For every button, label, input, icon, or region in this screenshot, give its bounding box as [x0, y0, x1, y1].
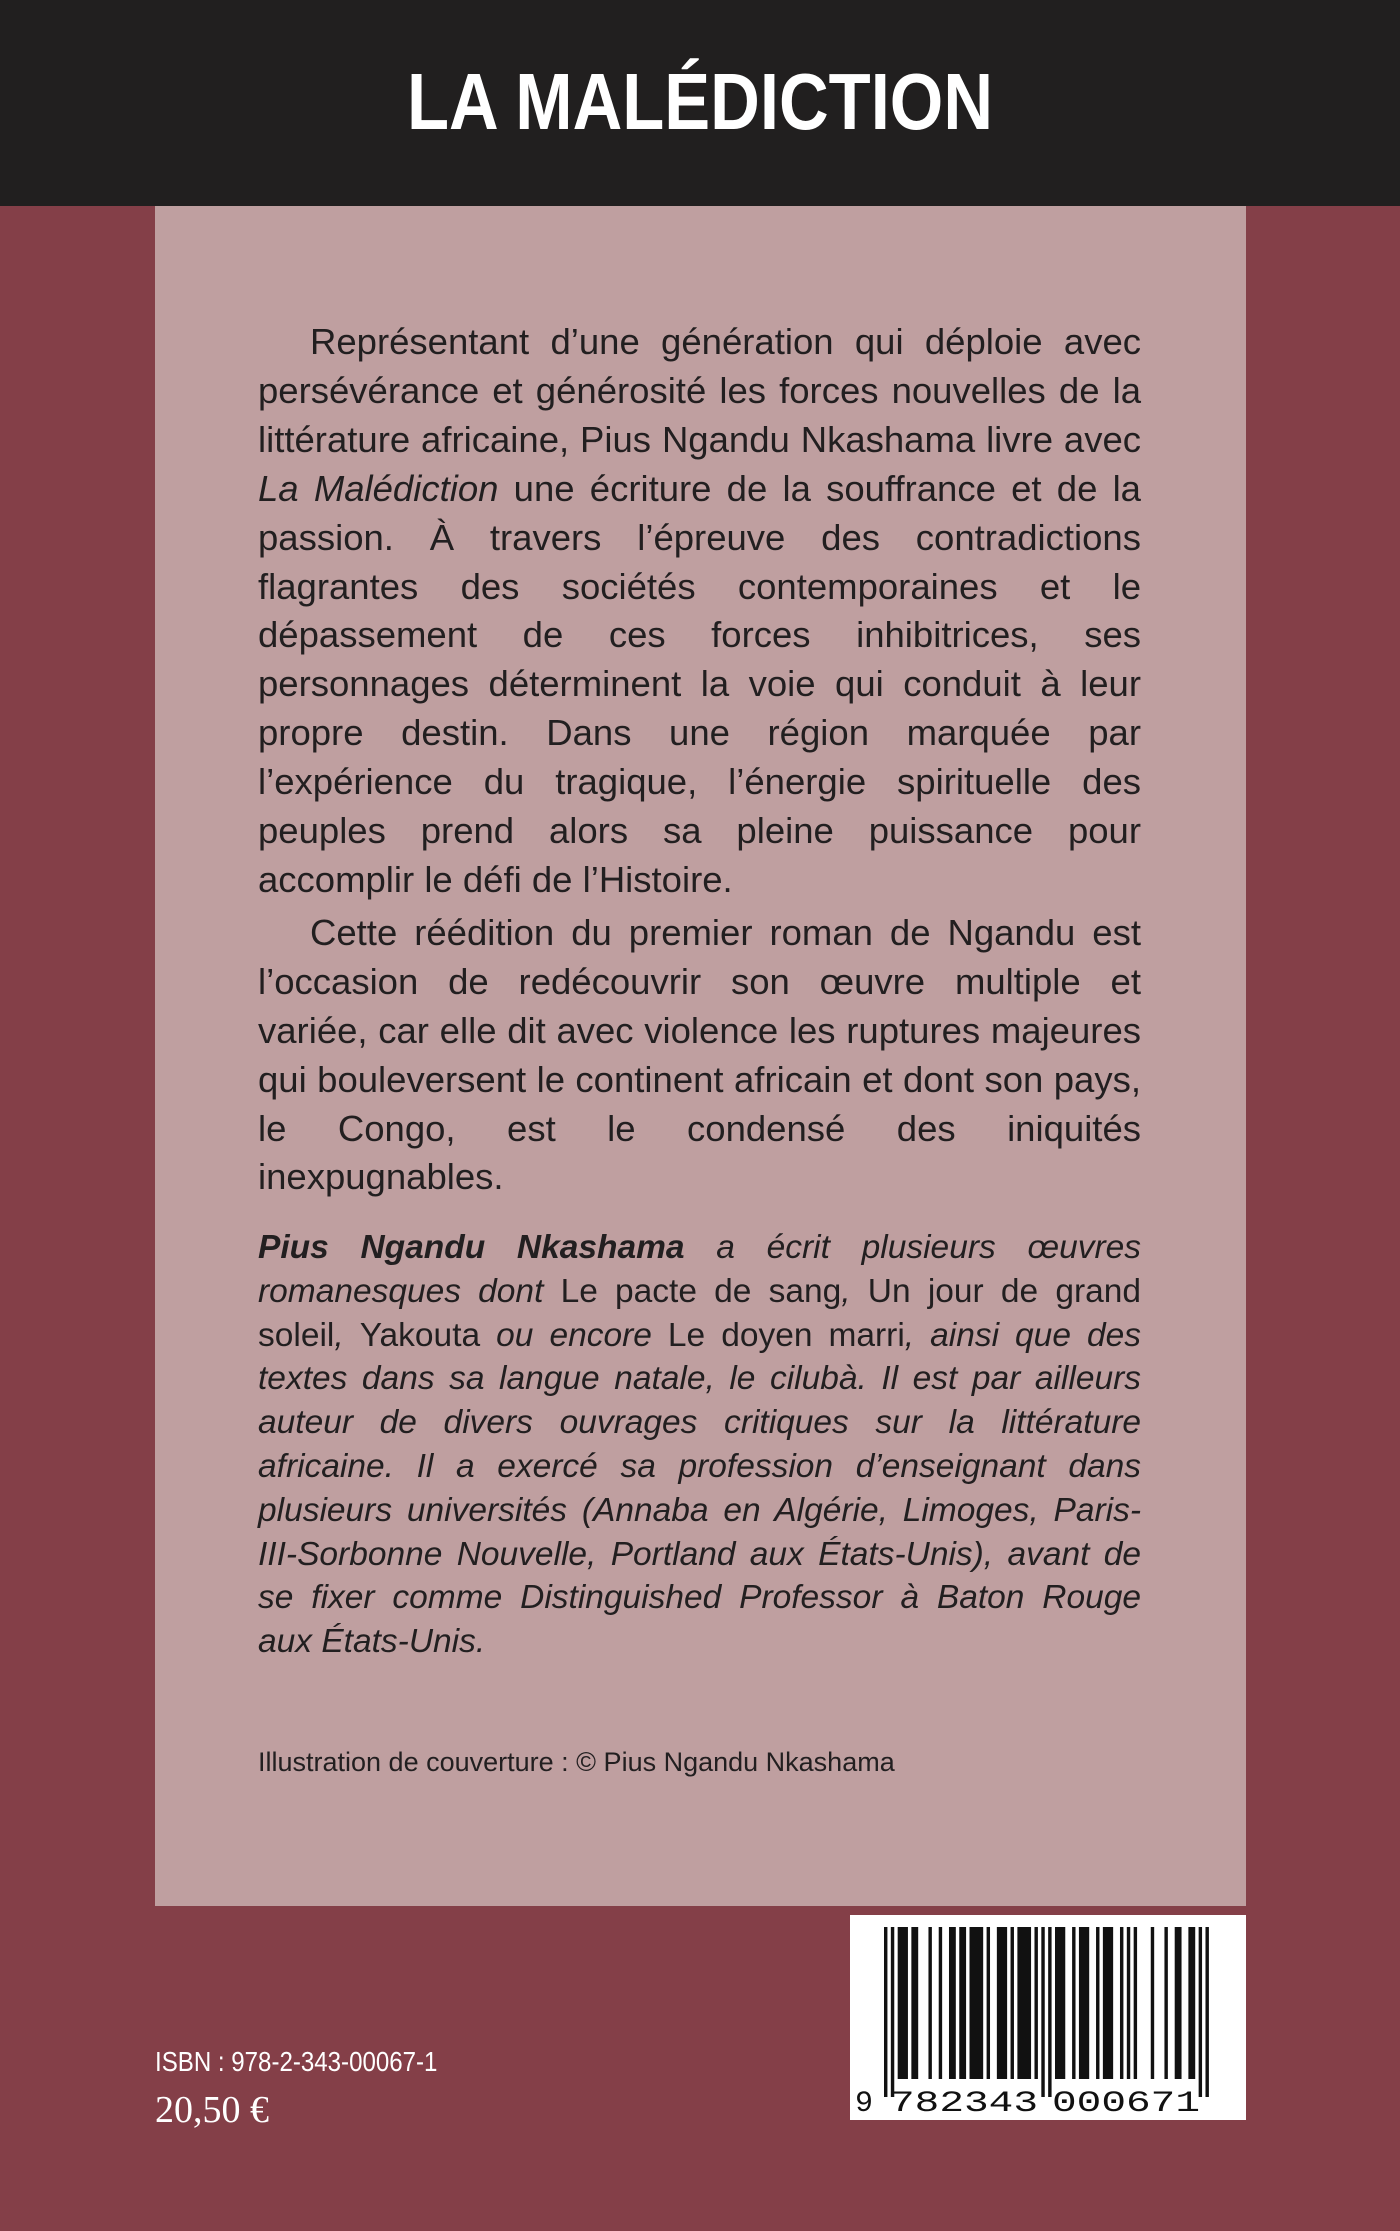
barcode-right-digits: 000671 — [1052, 2087, 1200, 2120]
bio-text-5: , ainsi que des textes dans sa langue natale, le cilubà. Il est par ailleurs auteur de divers ouvrages critiques sur la littérature africaine. Il a exercé sa profession d’enseignant dans plusieurs universités (Annaba en Algérie, Limoges, Paris-III-Sorbonne Nouvelle, Portland aux États-Unis), avant de se fixer comme Distinguished Professor à Baton Rouge aux États-Unis. — [258, 1316, 1141, 1661]
bio-book-3: Yakouta — [359, 1316, 481, 1354]
barcode-guard-bar — [1048, 1927, 1051, 2097]
barcode-bar — [939, 1927, 942, 2079]
barcode-bar — [987, 1927, 990, 2079]
barcode-bar — [949, 1927, 956, 2079]
barcode-bar — [1188, 1927, 1195, 2079]
barcode-guard-bar — [884, 1927, 887, 2097]
bio-text-4: ou encore — [480, 1316, 668, 1354]
barcode-guard-bar — [891, 1927, 894, 2097]
barcode-bar — [1127, 1927, 1130, 2079]
barcode-first-digit: 9 — [854, 2087, 874, 2120]
barcode-bar — [1034, 1927, 1037, 2079]
barcode-bar — [1055, 1927, 1065, 2079]
barcode-bar — [1017, 1927, 1031, 2079]
bio-text-2: , — [841, 1272, 868, 1310]
barcode-guard-bar — [1205, 1927, 1208, 2097]
bio-book-1: Le pacte de sang — [560, 1272, 842, 1310]
barcode-bar — [970, 1927, 984, 2079]
summary-text — [258, 318, 1141, 1202]
barcode-graphic — [850, 1915, 1246, 2120]
barcode-bar — [928, 1927, 931, 2079]
barcode-left-digits: 782343 — [890, 2087, 1038, 2120]
barcode-bar — [1103, 1927, 1113, 2079]
barcode-bar — [1079, 1927, 1089, 2079]
barcode-bar — [1011, 1927, 1014, 2079]
price-label: 20,50 € — [155, 2089, 269, 2131]
summary-book-title: La Malédiction — [258, 467, 499, 509]
barcode-bar — [1096, 1927, 1099, 2079]
summary-paragraph-1 — [258, 318, 1141, 905]
bio-text-1: a écrit plusieurs œuvres romanesques dont — [258, 1229, 1142, 1310]
barcode-bar — [898, 1927, 908, 2079]
barcode-guard-bar — [1199, 1927, 1202, 2097]
barcode-bar — [1151, 1927, 1154, 2079]
barcode-bar — [1120, 1927, 1123, 2079]
barcode-bar — [1072, 1927, 1075, 2079]
barcode-bar — [1164, 1927, 1167, 2079]
barcode-bar — [959, 1927, 966, 2079]
bio-text-3: , — [334, 1316, 360, 1354]
barcode-guard-bar — [1041, 1927, 1044, 2097]
isbn-label: ISBN : 978-2-343-00067-1 — [155, 2046, 438, 2077]
barcode-bar — [997, 1927, 1007, 2079]
summary-p1-start: Représentant d’une génération qui déploie avec persévérance et générosité les forces nouvelles de la littérature africaine, Pius Ngandu Nkashama livre avec — [258, 321, 1141, 460]
bio-author-name: Pius Ngandu Nkashama — [258, 1229, 685, 1266]
bio-book-2: Un jour de grand soleil — [258, 1272, 1142, 1354]
summary-p1-end: une écriture de la souffrance et de la passion. À travers l’épreuve des contradictions flagrantes des sociétés contemporaines et le dépassement de ces forces inhibitrices, ses personnages déterminent la voie qui conduit à leur propre destin. Dans une région marquée par l’expérience du tragique, l’énergie spirituelle des peuples prend alors sa pleine puissance pour accomplir le défi de l’Histoire. — [258, 467, 1141, 900]
book-title: LA MALÉDICTION — [406, 57, 994, 146]
barcode — [850, 1915, 1246, 2120]
barcode-bar — [1175, 1927, 1182, 2079]
bio-book-4: Le doyen marri — [667, 1316, 905, 1354]
author-bio — [258, 1226, 1141, 1664]
barcode-bars — [884, 1927, 1209, 2097]
illustration-credit: Illustration de couverture : © Pius Ngandu Nkashama — [258, 1747, 895, 1777]
summary-paragraph-2: Cette réédition du premier roman de Ngandu est l’occasion de redécouvrir son œuvre multiple et variée, car elle dit avec violence les ruptures majeures qui bouleversent le continent africain et dont son pays, le Congo, est le condensé des iniquités inexpugnables. — [258, 911, 1141, 1198]
barcode-bar — [1134, 1927, 1137, 2079]
barcode-bar — [911, 1927, 918, 2079]
